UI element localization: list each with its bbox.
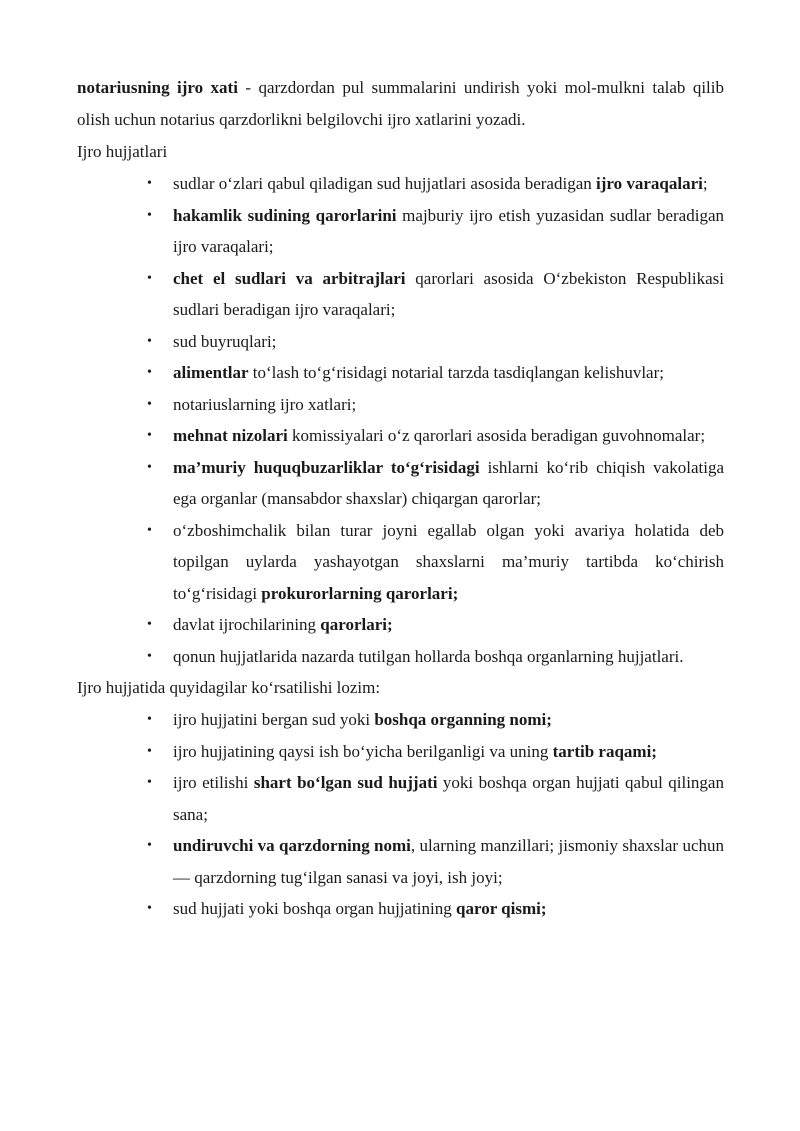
bullet-icon: • [147,522,152,538]
list-item [77,326,724,358]
list-item-bold-text: hakamlik sudining qarorlarini [173,205,397,225]
bullet-icon: • [147,743,152,759]
bullet-icon: • [147,712,152,727]
bullet-icon: • [147,775,152,790]
list-item [77,704,724,736]
list-item [77,830,724,893]
section-heading-ijro-hujjatlari: Ijro hujjatlari [77,142,168,161]
list-item [77,357,724,389]
list-item-bold-text: ijro varaqalari [595,174,703,193]
bullet-icon: • [147,270,152,286]
list-item-text: yoki boshqa organ hujjati qabul qilingan sana; [173,773,724,824]
list-item-text: notariuslarning ijro xatlari; [173,394,357,414]
requirements-list [77,704,724,925]
list-item [77,641,724,673]
list-item-text: to‘lash to‘g‘risidagi notarial tarzda tasdiqlangan kelishuvlar; [248,363,664,382]
list-item [77,452,724,515]
list-item-text: majburiy ijro etish yuzasidan sudlar beradigan ijro varaqalari; [173,205,724,256]
list-item [77,893,724,925]
list-item [77,200,724,263]
list-item-bold-text: prokurorlarning qarorlari; [261,583,459,603]
bullet-icon: • [147,901,152,916]
list-item-bold-text: qarorlari; [320,615,393,634]
document-page [77,72,724,925]
list-item-text: komissiyalari o‘z qarorlari asosida beradigan guvohnomalar; [287,426,706,445]
bullet-icon: • [147,176,152,191]
list-item-bold-text: ma’muriy huquqbuzarliklar to‘g‘risidagi [173,457,480,477]
bullet-icon: • [147,838,152,853]
bullet-icon: • [147,648,152,664]
list-item-bold-text: chet el sudlari va arbitrajlari [173,268,406,288]
list-item [77,609,724,641]
list-item-bold-text: qaror qismi; [456,899,547,918]
list-item-bold-text: alimentlar [173,363,249,382]
list-item [77,736,724,768]
list-item [77,515,724,610]
list-item-text: sud buyruqlari; [173,331,277,351]
list-item-bold-text: boshqa organning nomi; [374,710,552,729]
list-item [77,767,724,830]
list-item-text: sudlar o‘zlari qabul qiladigan sud hujjatlari asosida beradigan [173,174,596,193]
list-item-text: ijro etilishi [173,773,254,792]
list-item-bold-text: mehnat nizolari [173,426,288,445]
bullet-icon: • [147,396,152,412]
list-item-text: o‘zboshimchalik bilan turar joyni egallab olgan yoki avariya holatida deb topilgan uylarda yashayotgan shaxslarni ma’muriy tartibda ko‘chirish to‘g‘risidagi [173,520,724,603]
ijro-hujjatlari-list [77,168,724,672]
list-item-text: ; [702,174,708,193]
bullet-icon: • [147,207,152,223]
list-item-text: sud hujjati yoki boshqa organ hujjatining [173,899,456,918]
list-item-text: qonun hujjatlarida nazarda tutilgan hollarda boshqa organlarning hujjatlari. [173,646,684,666]
intro-definition: - qarzdordan pul summalarini undirish yoki mol-mulkni talab qilib olish uchun notarius qarzdorlikni belgilovchi ijro xatlarini yozadi. [77,78,724,129]
list-item [77,263,724,326]
list-item-bold-text: undiruvchi va qarzdorning nomi [173,836,411,855]
list-item-text: ijro hujjatini bergan sud yoki [173,710,375,729]
list-item-text: davlat ijrochilarining [173,615,321,634]
section-heading-requirements: Ijro hujjatida quyidagilar ko‘rsatilishi lozim: [77,678,381,697]
list-item-bold-text: tartib raqami; [552,741,657,761]
list-item-text: qarorlari asosida O‘zbekiston Respublikasi sudlari beradigan ijro varaqalari; [173,268,724,319]
bullet-icon: • [147,365,152,380]
list-item-text: ishlarni ko‘rib chiqish vakolatiga ega organlar (mansabdor shaxslar) chiqargan qarorlar; [173,457,724,508]
list-item-bold-text: shart bo‘lgan sud hujjati [253,773,438,792]
bullet-icon: • [147,617,152,632]
list-item [77,420,724,452]
list-item-text: , ularning manzillari; jismoniy shaxslar uchun — qarzdorning tug‘ilgan sanasi va joyi, ish joyi; [173,836,724,887]
bullet-icon: • [147,333,152,349]
bullet-icon: • [147,428,152,443]
bullet-icon: • [147,459,152,475]
intro-paragraph [77,72,724,136]
list-item [77,168,724,200]
list-item [77,389,724,421]
list-item-text: ijro hujjatining qaysi ish bo‘yicha berilganligi va uning [173,741,553,761]
intro-term: notariusning ijro xati [77,78,238,97]
